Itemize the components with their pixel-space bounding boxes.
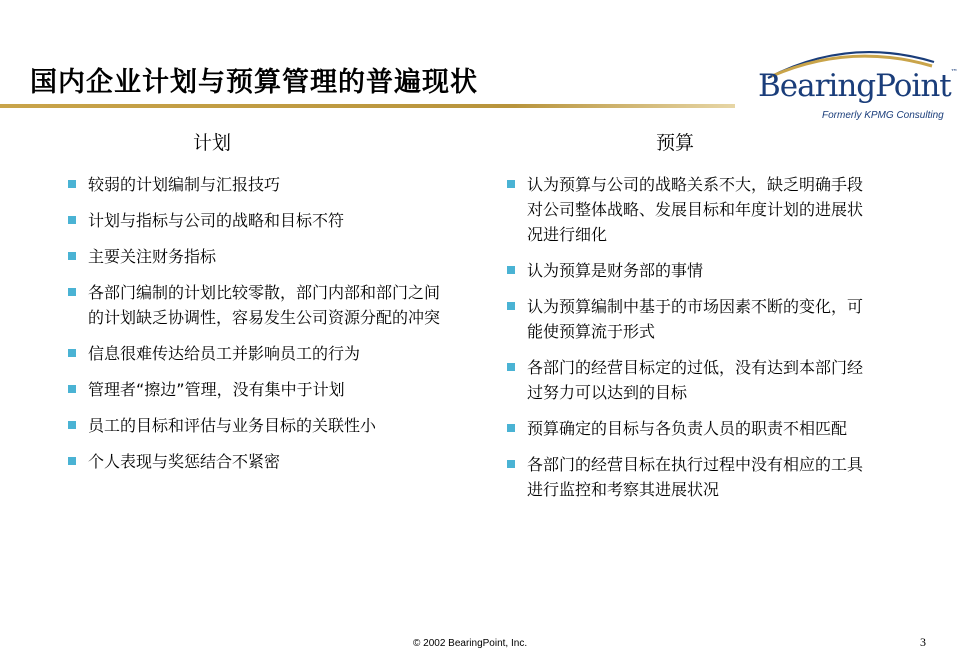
list-item bbox=[68, 341, 448, 366]
plan-heading: 计划 bbox=[193, 132, 232, 154]
square-bullet-icon bbox=[507, 266, 515, 274]
square-bullet-icon bbox=[68, 349, 76, 357]
bearingpoint-logo bbox=[738, 40, 957, 130]
square-bullet-icon bbox=[68, 288, 76, 296]
square-bullet-icon bbox=[68, 457, 76, 465]
page-number: 3 bbox=[920, 635, 926, 649]
list-item bbox=[507, 172, 877, 247]
square-bullet-icon bbox=[68, 385, 76, 393]
list-item-text: 员工的目标和评估与业务目标的关联性小 bbox=[88, 416, 377, 435]
list-item-text: 个人表现与奖惩结合不紧密 bbox=[88, 452, 281, 471]
square-bullet-icon bbox=[68, 421, 76, 429]
square-bullet-icon bbox=[507, 460, 515, 468]
logo-trademark: ™ bbox=[950, 68, 957, 76]
list-item bbox=[507, 355, 877, 405]
list-item bbox=[507, 258, 877, 283]
list-item-text: 计划与指标与公司的战略和目标不符 bbox=[88, 211, 345, 230]
list-item bbox=[68, 208, 448, 233]
square-bullet-icon bbox=[507, 424, 515, 432]
list-item-text: 各部门编制的计划比较零散，部门内部和部门之间的计划缺乏协调性，容易发生公司资源分配的冲突 bbox=[88, 283, 441, 327]
square-bullet-icon bbox=[507, 180, 515, 188]
list-item bbox=[507, 452, 877, 502]
list-item bbox=[507, 416, 877, 441]
logo-subtitle: Formerly KPMG Consulting bbox=[822, 110, 944, 121]
logo-name: BearingPoint bbox=[758, 68, 951, 104]
list-item bbox=[68, 413, 448, 438]
square-bullet-icon bbox=[68, 180, 76, 188]
list-item bbox=[68, 377, 448, 402]
list-item bbox=[68, 449, 448, 474]
list-item bbox=[507, 294, 877, 344]
square-bullet-icon bbox=[507, 302, 515, 310]
list-item bbox=[68, 244, 448, 269]
copyright-footer: © 2002 BearingPoint, Inc. bbox=[413, 638, 528, 649]
list-item-text: 管理者“擦边”管理，没有集中于计划 bbox=[88, 380, 345, 399]
list-item-text: 认为预算与公司的战略关系不大，缺乏明确手段对公司整体战略、发展目标和年度计划的进展状况进行细化 bbox=[527, 175, 864, 244]
square-bullet-icon bbox=[68, 216, 76, 224]
list-item-text: 认为预算是财务部的事情 bbox=[527, 261, 704, 280]
list-item-text: 预算确定的目标与各负责人员的职责不相匹配 bbox=[527, 419, 848, 438]
list-item-text: 主要关注财务指标 bbox=[88, 247, 217, 266]
list-item-text: 信息很难传达给员工并影响员工的行为 bbox=[88, 344, 361, 363]
logo-wordmark bbox=[758, 68, 957, 104]
square-bullet-icon bbox=[68, 252, 76, 260]
list-item bbox=[68, 280, 448, 330]
budget-heading: 预算 bbox=[656, 132, 695, 154]
list-item-text: 较弱的计划编制与汇报技巧 bbox=[88, 175, 281, 194]
list-item-text: 认为预算编制中基于的市场因素不断的变化，可能使预算流于形式 bbox=[527, 297, 864, 341]
square-bullet-icon bbox=[507, 363, 515, 371]
list-item-text: 各部门的经营目标定的过低，没有达到本部门经过努力可以达到的目标 bbox=[527, 358, 864, 402]
list-item bbox=[68, 172, 448, 197]
list-item-text: 各部门的经营目标在执行过程中没有相应的工具进行监控和考察其进展状况 bbox=[527, 455, 864, 499]
plan-list bbox=[68, 172, 448, 485]
budget-list bbox=[507, 172, 877, 513]
slide-title: 国内企业计划与预算管理的普遍现状 bbox=[30, 67, 478, 98]
title-underline bbox=[0, 104, 735, 108]
